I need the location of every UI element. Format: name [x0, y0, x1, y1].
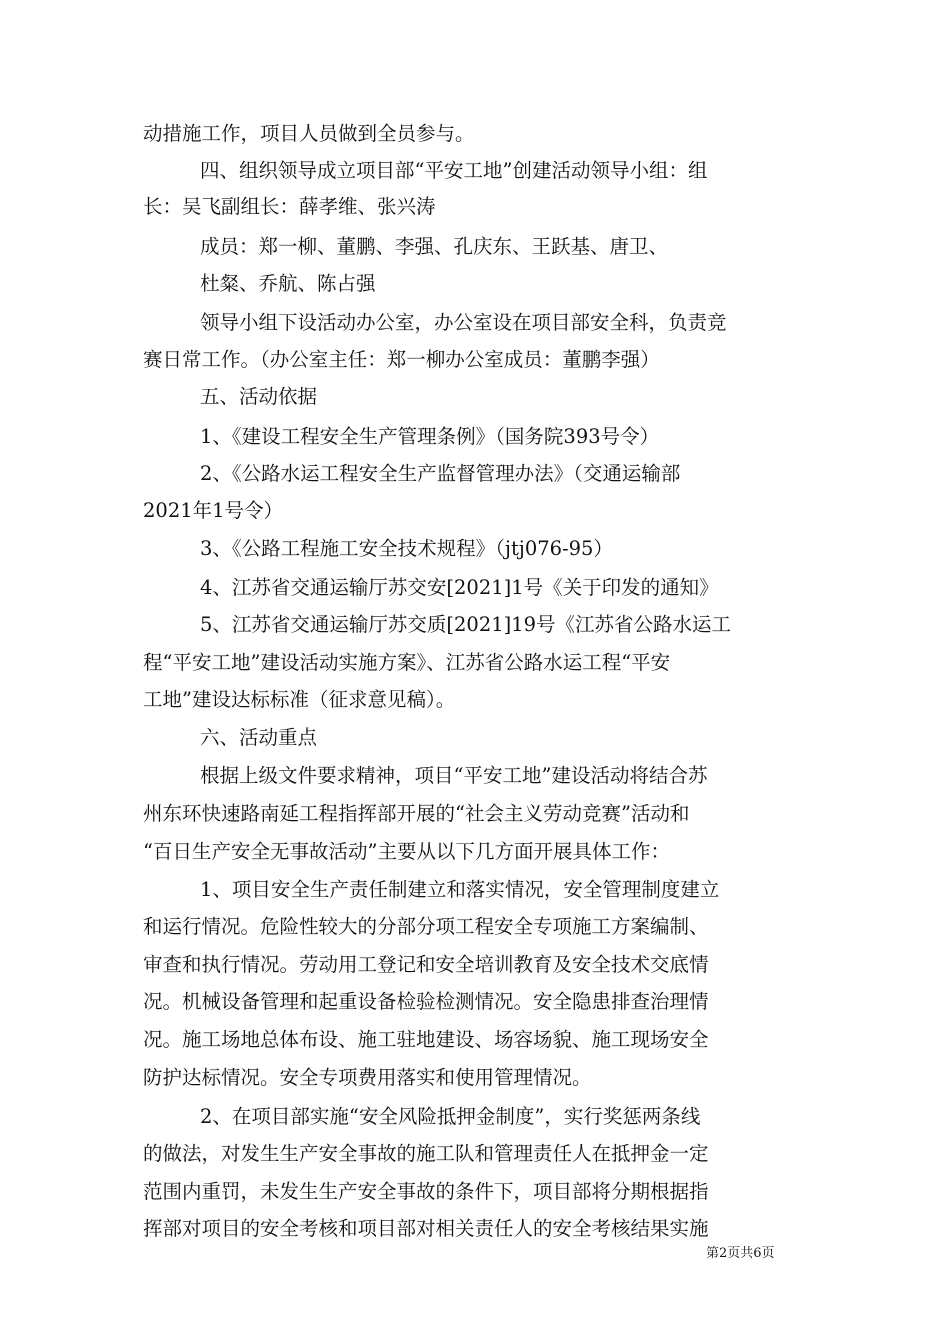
text-line: 2、《公路水运工程安全生产监督管理办法》（交通运输部: [200, 462, 681, 485]
text-line: 赛日常工作。（办公室主任：郑一柳办公室成员：董鹏李强）: [143, 348, 660, 371]
text-line: 防护达标情况。安全专项费用落实和使用管理情况。: [143, 1066, 592, 1089]
section-heading: 六、活动重点: [200, 726, 318, 749]
text-line: 的做法，对发生生产安全事故的施工队和管理责任人在抵押金一定: [143, 1142, 709, 1165]
text-line: 审查和执行情况。劳动用工登记和安全培训教育及安全技术交底情: [143, 953, 709, 976]
text-line: 长：吴飞副组长：薛孝维、张兴涛: [143, 195, 436, 218]
text-line: 程“平安工地”建设活动实施方案》、江苏省公路水运工程“平安: [143, 651, 671, 674]
text-line: 范围内重罚，未发生生产安全事故的条件下，项目部将分期根据指: [143, 1180, 709, 1203]
text-line: 4、江苏省交通运输厅苏交安[2021]1号《关于印发的通知》: [200, 576, 719, 599]
text-line: 工地”建设达标标准（征求意见稿）。: [143, 688, 456, 711]
text-line: 四、组织领导成立项目部“平安工地”创建活动领导小组：组: [200, 159, 708, 182]
text-line: “百日生产安全无事故活动”主要从以下几方面开展具体工作：: [143, 840, 670, 863]
text-line: 杜粲、乔航、陈占强: [200, 272, 376, 295]
text-line: 1、《建设工程安全生产管理条例》（国务院393号令）: [200, 425, 660, 448]
text-line: 2、在项目部实施“安全风险抵押金制度”，实行奖惩两条线: [200, 1105, 701, 1128]
page-number-footer: 第2页共6页: [706, 1246, 775, 1261]
text-line: 3、《公路工程施工安全技术规程》（jtj076-95）: [200, 537, 613, 560]
text-line: 况。机械设备管理和起重设备检验检测情况。安全隐患排查治理情: [143, 990, 709, 1013]
text-line: 领导小组下设活动办公室，办公室设在项目部安全科，负责竞: [200, 311, 727, 334]
section-heading: 五、活动依据: [200, 385, 318, 408]
text-line: 州东环快速路南延工程指挥部开展的“社会主义劳动竞赛”活动和: [143, 802, 690, 825]
text-line: 5、江苏省交通运输厅苏交质[2021]19号《江苏省公路水运工: [200, 613, 732, 636]
text-line: 动措施工作，项目人员做到全员参与。: [143, 122, 475, 145]
text-line: 和运行情况。危险性较大的分部分项工程安全专项施工方案编制、: [143, 915, 709, 938]
text-line: 成员：郑一柳、董鹏、李强、孔庆东、王跃基、唐卫、: [200, 235, 669, 258]
text-line: 况。施工场地总体布设、施工驻地建设、场容场貌、施工现场安全: [143, 1028, 709, 1051]
text-line: 2021年1号令）: [143, 499, 284, 522]
text-line: 根据上级文件要求精神，项目“平安工地”建设活动将结合苏: [200, 764, 708, 787]
text-line: 1、项目安全生产责任制建立和落实情况，安全管理制度建立: [200, 878, 720, 901]
text-line: 挥部对项目的安全考核和项目部对相关责任人的安全考核结果实施: [143, 1217, 709, 1240]
